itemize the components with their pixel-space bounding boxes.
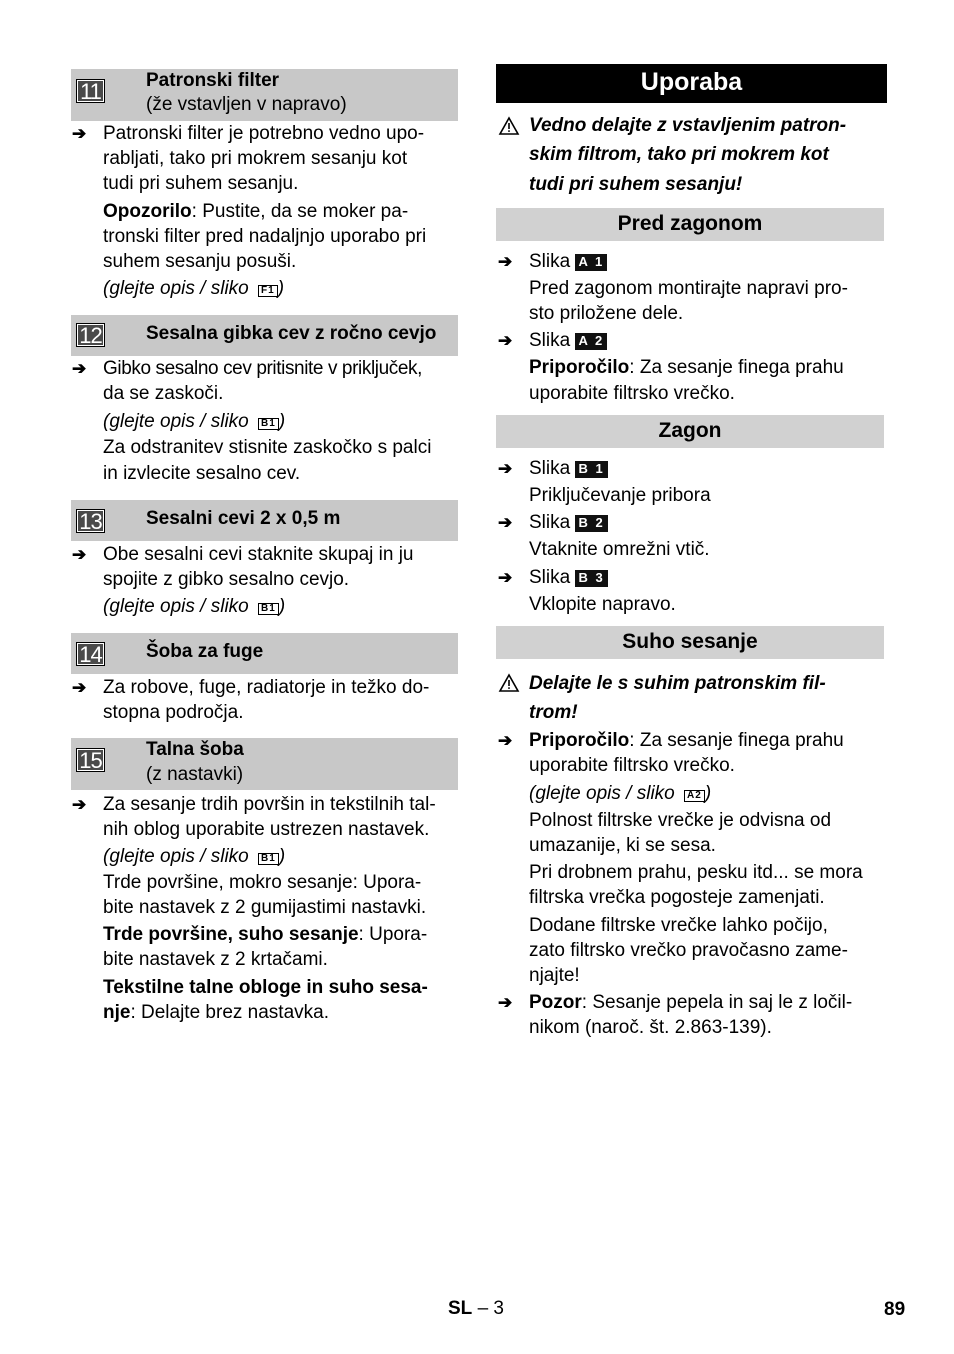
body-text: stopna področja. bbox=[103, 702, 244, 723]
chapter-title: Uporaba bbox=[640, 68, 743, 96]
section-title-12: Sesalna gibka cev z ročno cevjo bbox=[146, 323, 437, 344]
warning-text: Delajte le s suhim patronskim fil- bbox=[529, 673, 826, 694]
figure-tag: B 2 bbox=[575, 515, 607, 532]
body-text: nje: Delajte brez nastavka. bbox=[103, 1002, 329, 1023]
arrow-right-icon: ➔ bbox=[498, 993, 513, 1012]
figure-reference: (glejte opis / sliko B1 ) bbox=[103, 596, 286, 617]
subsection-pred-zagonom: Pred zagonom bbox=[496, 208, 884, 241]
section-title-14: Šoba za fuge bbox=[146, 641, 264, 662]
figure-tag: A 2 bbox=[575, 333, 607, 350]
body-text: zato filtrsko vrečko pravočasno zame- bbox=[529, 940, 848, 961]
figure-icon: F1 bbox=[258, 285, 278, 297]
section-title-13: Sesalni cevi 2 x 0,5 m bbox=[146, 508, 341, 529]
subsection-suho-sesanje: Suho sesanje bbox=[496, 626, 884, 659]
figure-reference: (glejte opis / sliko F1 ) bbox=[103, 278, 285, 299]
arrow-right-icon: ➔ bbox=[72, 124, 87, 143]
figure-reference: (glejte opis / sliko A2 ) bbox=[529, 783, 712, 804]
body-text: spojite z gibko sesalno cevjo. bbox=[103, 569, 350, 590]
language-code: SL bbox=[448, 1298, 473, 1319]
body-text: uporabite filtrsko vrečko. bbox=[529, 755, 735, 776]
footer-language bbox=[448, 1298, 504, 1320]
body-text: Vtaknite omrežni vtič. bbox=[529, 539, 710, 560]
body-text: tudi pri suhem sesanju. bbox=[103, 173, 299, 194]
body-text: Priključevanje pribora bbox=[529, 485, 711, 506]
body-text: bite nastavek z 2 gumijastimi nastavki. bbox=[103, 897, 427, 918]
arrow-right-icon: ➔ bbox=[498, 513, 513, 532]
body-text: Trde površine, suho sesanje: Upora- bbox=[103, 924, 428, 945]
section-number-13: 13 bbox=[76, 509, 105, 533]
figure-line: Slika B 3 bbox=[529, 567, 608, 589]
body-text: in izvlecite sesalno cev. bbox=[103, 463, 301, 484]
figure-icon: A2 bbox=[684, 790, 705, 802]
body-text: Priporočilo: Za sesanje finega prahu bbox=[529, 357, 844, 378]
arrow-right-icon: ➔ bbox=[498, 252, 513, 271]
body-text: Dodane filtrske vrečke lahko počijo, bbox=[529, 915, 828, 936]
figure-line: Slika B 1 bbox=[529, 458, 608, 480]
section-bar-14 bbox=[71, 633, 458, 674]
warning-text: trom! bbox=[529, 702, 578, 723]
section-bar-15 bbox=[71, 738, 458, 790]
body-text: nih oblog uporabite ustrezen nastavek. bbox=[103, 819, 430, 840]
warning-text: skim filtrom, tako pri mokrem kot bbox=[529, 144, 829, 165]
page-number: 89 bbox=[884, 1299, 906, 1320]
warning-text: tudi pri suhem sesanju! bbox=[529, 174, 743, 195]
figure-tag: B 1 bbox=[575, 461, 607, 478]
section-page: – 3 bbox=[477, 1298, 504, 1319]
figure-reference: (glejte opis / sliko B1 ) bbox=[103, 846, 286, 867]
body-text: Vklopite napravo. bbox=[529, 594, 676, 615]
body-text: Obe sesalni cevi staknite skupaj in ju bbox=[103, 544, 414, 565]
body-text: Tekstilne talne obloge in suho sesa- bbox=[103, 977, 428, 998]
arrow-right-icon: ➔ bbox=[498, 459, 513, 478]
arrow-right-icon: ➔ bbox=[72, 678, 87, 697]
section-number-15: 15 bbox=[76, 748, 105, 772]
body-text: Pred zagonom montirajte napravi pro- bbox=[529, 278, 848, 299]
body-text: Trde površine, mokro sesanje: Upora- bbox=[103, 872, 422, 893]
figure-reference: (glejte opis / sliko B1 ) bbox=[103, 411, 286, 432]
arrow-right-icon: ➔ bbox=[498, 731, 513, 750]
arrow-right-icon: ➔ bbox=[72, 545, 87, 564]
body-text: Priporočilo: Za sesanje finega prahu bbox=[529, 730, 844, 751]
note-text bbox=[103, 201, 408, 223]
body-text: tronski filter pred nadaljnjo uporabo pri bbox=[103, 226, 427, 247]
figure-line: Slika B 2 bbox=[529, 512, 608, 534]
figure-line: Slika A 1 bbox=[529, 251, 607, 273]
body-text: Polnost filtrske vrečke je odvisna od bbox=[529, 810, 832, 831]
section-subtitle-11: (že vstavljen v napravo) bbox=[146, 94, 347, 115]
section-title-15: Talna šoba bbox=[146, 739, 244, 760]
warning-triangle-icon bbox=[498, 673, 520, 699]
body-text: Za robove, fuge, radiatorje in težko do- bbox=[103, 677, 430, 698]
warning-triangle-icon bbox=[498, 116, 520, 142]
body-text: Gibko sesalno cev pritisnite v priključek, bbox=[103, 358, 423, 379]
section-number-12: 12 bbox=[76, 323, 105, 347]
section-number-14: 14 bbox=[76, 642, 105, 666]
warning-text: Vedno delajte z vstavljenim patron- bbox=[529, 115, 847, 136]
body-text: njajte! bbox=[529, 965, 580, 986]
figure-tag: A 1 bbox=[575, 254, 607, 271]
arrow-right-icon: ➔ bbox=[72, 795, 87, 814]
note-label: Opozorilo bbox=[103, 201, 192, 222]
body-text: bite nastavek z 2 krtačami. bbox=[103, 949, 328, 970]
arrow-right-icon: ➔ bbox=[72, 359, 87, 378]
subsection-zagon: Zagon bbox=[496, 415, 884, 448]
figure-icon: B1 bbox=[258, 603, 279, 615]
arrow-right-icon: ➔ bbox=[498, 568, 513, 587]
body-text: Pri drobnem prahu, pesku itd... se mora bbox=[529, 862, 863, 883]
body-text: Za sesanje trdih površin in tekstilnih tal- bbox=[103, 794, 436, 815]
arrow-right-icon: ➔ bbox=[498, 331, 513, 350]
note-text-part: : Pustite, da se moker pa- bbox=[191, 201, 409, 222]
figure-line: Slika A 2 bbox=[529, 330, 607, 352]
figure-icon: B1 bbox=[258, 853, 279, 865]
body-text: filtrska vrečka pogosteje zamenjati. bbox=[529, 887, 825, 908]
body-text: uporabite filtrsko vrečko. bbox=[529, 383, 735, 404]
figure-tag: B 3 bbox=[575, 570, 607, 587]
body-text: da se zaskoči. bbox=[103, 383, 224, 404]
section-subtitle-15: (z nastavki) bbox=[146, 764, 244, 785]
figure-icon: B1 bbox=[258, 418, 279, 430]
section-number-11: 11 bbox=[76, 79, 105, 103]
body-text: sto priložene dele. bbox=[529, 303, 684, 324]
body-text: rabljati, tako pri mokrem sesanju kot bbox=[103, 148, 408, 169]
body-text: Patronski filter je potrebno vedno upo- bbox=[103, 123, 425, 144]
section-title-11: Patronski filter bbox=[146, 70, 280, 91]
body-text: Pozor: Sesanje pepela in saj le z ločil- bbox=[529, 992, 853, 1013]
body-text: umazanije, ki se sesa. bbox=[529, 835, 716, 856]
body-text: suhem sesanju posuši. bbox=[103, 251, 297, 272]
body-text: Za odstranitev stisnite zaskočko s palci bbox=[103, 437, 432, 458]
body-text: nikom (naroč. št. 2.863-139). bbox=[529, 1017, 772, 1038]
chapter-header bbox=[496, 64, 887, 103]
